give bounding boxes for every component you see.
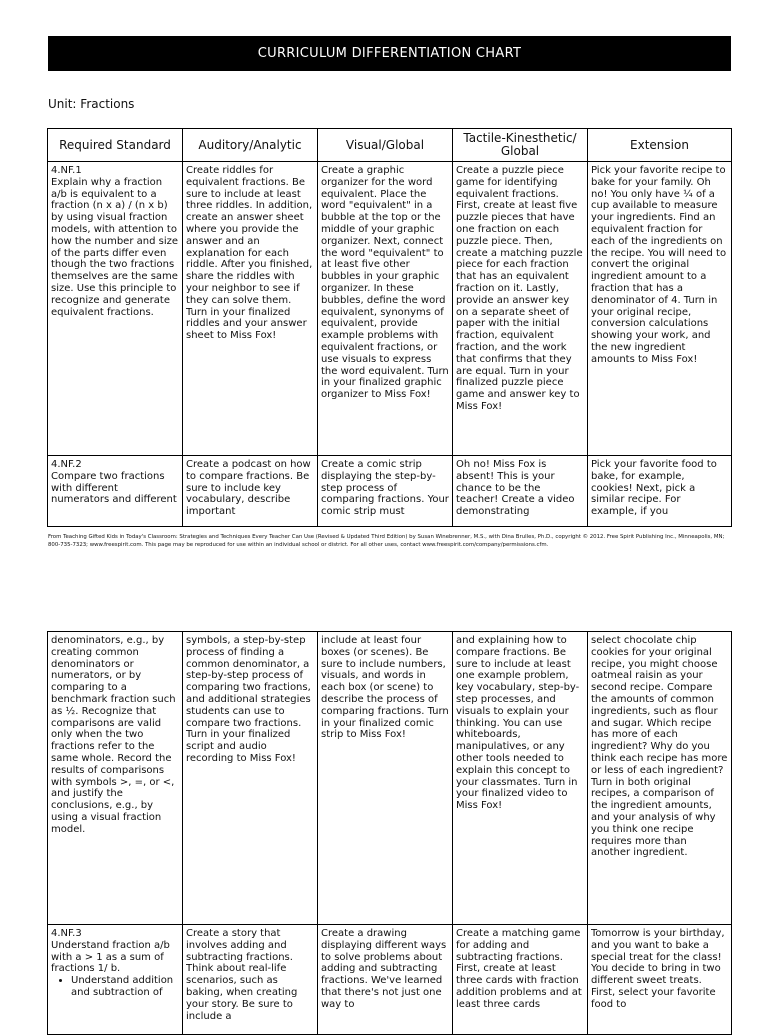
standard-cell: [48, 456, 183, 527]
chart-title-banner: [48, 36, 731, 71]
unit-label: Unit: Fractions: [48, 97, 135, 111]
standard-code: 4.NF.3: [51, 928, 82, 939]
column-header-extension: Extension: [588, 129, 732, 162]
column-header-tactile-kinesthetic: Tactile-Kinesthetic/ Global: [453, 129, 588, 162]
chart-title: CURRICULUM DIFFERENTIATION CHART: [257, 46, 522, 61]
differentiation-table-page-1: [47, 128, 732, 527]
extension-cell: Pick your favorite food to bake, for example, cookies! Next, pick a similar recipe. For example, if you: [588, 456, 732, 527]
standard-code: 4.NF.1: [51, 165, 82, 176]
table-row: [48, 456, 732, 527]
auditory-cell: Create a story that involves adding and subtracting fractions. Think about real-life scenarios, such as baking, when creating your story. Be sure to include a: [183, 925, 318, 1035]
table-row: [48, 162, 732, 456]
differentiation-table-page-2: [47, 631, 732, 1035]
column-header-visual-global: Visual/Global: [318, 129, 453, 162]
tactile-cell: Create a puzzle piece game for identifying equivalent fractions. First, create at least five puzzle pieces that have one fraction on each puzzle piece. Then, create a matching puzzle piece for each fraction that has an equivalent fraction on it. Lastly, provide an answer key on a separate sheet of paper with the initial fraction, equivalent fraction, and the work that confirms that they are equal. Turn in your finalized puzzle piece game and answer key to Miss Fox!: [453, 162, 588, 456]
standard-text: Compare two fractions with different numerators and different: [51, 470, 177, 506]
tactile-cell: Create a matching game for adding and subtracting fractions. First, create at least three cards with fraction addition problems and at least three cards: [453, 925, 588, 1035]
auditory-cell: Create a podcast on how to compare fractions. Be sure to include key vocabulary, describe important: [183, 456, 318, 527]
copyright-footer: From Teaching Gifted Kids in Today's Classroom: Strategies and Techniques Every Teacher Can Use (Revised & Updated Third Edition) by Susan Winebrenner, M.S., with Dina Brulles, Ph.D., copyright © 2012. Free Spirit Publishing Inc., Minneapolis, MN; 800-735-7323; www.freespirit.com. This page may be reproduced for use within an individual school or district. For all other uses, contact www.freespirit.com/company/permissions.cfm.: [48, 534, 725, 548]
standard-bullet: • Understand addition and subtraction of: [71, 975, 179, 999]
visual-cell: Create a graphic organizer for the word equivalent. Place the word "equivalent" in a bubble at the top or the middle of your graphic organizer. Next, connect the word "equivalent" to at least five other bubbles in your graphic organizer. In these bubbles, define the word equivalent, synonyms of equivalent, provide example problems with equivalent fractions, or use visuals to express the word equivalent. Turn in your finalized graphic organizer to Miss Fox!: [318, 162, 453, 456]
visual-cell: include at least four boxes (or scenes). Be sure to include numbers, visuals, and words in each box (or scene) to describe the process of comparing fractions. Turn in your finalized comic strip to Miss Fox!: [318, 632, 453, 925]
standard-cell: denominators, e.g., by creating common denominators or numerators, or by comparing to a benchmark fraction such as ½. Recognize that comparisons are valid only when the two fractions refer to the same whole. Record the results of comparisons with symbols >, =, or <, and justify the conclusions, e.g., by using a visual fraction model.: [48, 632, 183, 925]
standard-code: 4.NF.2: [51, 459, 82, 470]
auditory-cell: Create riddles for equivalent fractions. Be sure to include at least three riddles. In addition, create an answer sheet where you provide the answer and an explanation for each riddle. After you finished, share the riddles with your neighbor to see if they can solve them. Turn in your finalized riddles and your answer sheet to Miss Fox!: [183, 162, 318, 456]
tactile-cell: and explaining how to compare fractions. Be sure to include at least one example problem, key vocabulary, step-by-step processes, and visuals to explain your thinking. You can use whiteboards, manipulatives, or any other tools needed to explain this concept to your classmates. Turn in your finalized video to Miss Fox!: [453, 632, 588, 925]
visual-cell: Create a drawing displaying different ways to solve problems about adding and subtracting fractions. We've learned that there's not just one way to: [318, 925, 453, 1035]
visual-cell: Create a comic strip displaying the step-by-step process of comparing fractions. Your comic strip must: [318, 456, 453, 527]
standard-cell: [48, 925, 183, 1035]
standard-text: Explain why a fraction a/b is equivalent to a fraction (n x a) / (n x b) by using visual fraction models, with attention to how the number and size of the parts differ even though the two fractions themselves are the same size. Use this principle to recognize and generate equivalent fractions.: [51, 176, 178, 318]
extension-cell: select chocolate chip cookies for your original recipe, you might choose oatmeal raisin as your second recipe. Compare the amounts of common ingredients, such as flour and sugar. Which recipe has more of each ingredient? Why do you think each recipe has more or less of each ingredient? Turn in both original recipes, a comparison of the ingredient amounts, and your analysis of why you think one recipe requires more than another ingredient.: [588, 632, 732, 925]
extension-cell: Tomorrow is your birthday, and you want to bake a special treat for the class! You decide to bring in two different sweet treats. First, select your favorite food to: [588, 925, 732, 1035]
standard-text: Understand fraction a/b with a > 1 as a sum of fractions 1/ b.: [51, 939, 170, 975]
standard-sublist: [51, 975, 179, 999]
column-header-required-standard: Required Standard: [48, 129, 183, 162]
table-row: [48, 925, 732, 1035]
standard-cell: [48, 162, 183, 456]
auditory-cell: symbols, a step-by-step process of finding a common denominator, a step-by-step process of comparing two fractions, and additional strategies students can use to compare two fractions. Turn in your finalized script and audio recording to Miss Fox!: [183, 632, 318, 925]
table-row: [48, 632, 732, 925]
table-header-row: [48, 129, 732, 162]
column-header-auditory-analytic: Auditory/Analytic: [183, 129, 318, 162]
tactile-cell: Oh no! Miss Fox is absent! This is your chance to be the teacher! Create a video demonstrating: [453, 456, 588, 527]
extension-cell: Pick your favorite recipe to bake for your family. Oh no! You only have ¼ of a cup available to measure your ingredients. Find an equivalent fraction for each of the ingredients on the recipe. You will need to convert the original ingredient amount to a fraction that has a denominator of 4. Turn in your original recipe, conversion calculations showing your work, and the new ingredient amounts to Miss Fox!: [588, 162, 732, 456]
